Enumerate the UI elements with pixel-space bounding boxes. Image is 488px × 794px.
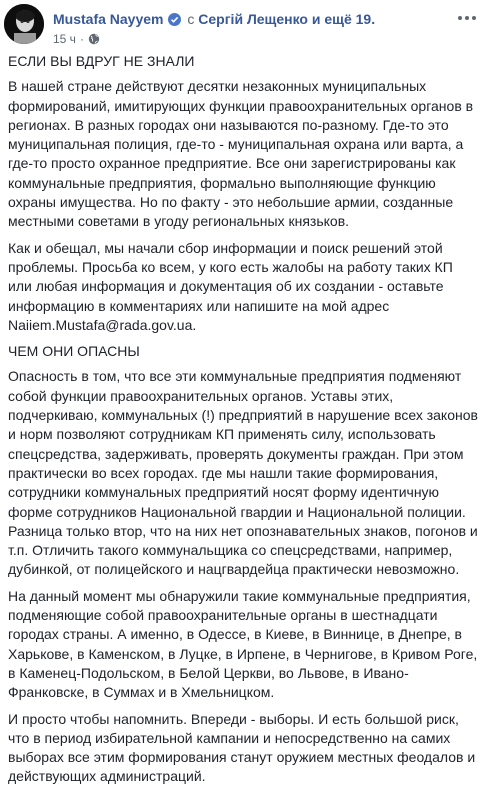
author-name[interactable]: Mustafa Nayyem	[53, 11, 164, 27]
section-heading: ЕСЛИ ВЫ ВДРУГ НЕ ЗНАЛИ	[8, 53, 195, 69]
ellipsis-dot	[472, 16, 476, 20]
section-heading: ЧЕМ ОНИ ОПАСНЫ	[8, 343, 140, 360]
post-content	[8, 52, 480, 794]
more-options-button[interactable]	[456, 10, 478, 26]
post-meta	[53, 32, 100, 48]
avatar[interactable]	[4, 4, 44, 44]
verified-badge-icon	[168, 13, 181, 26]
post-paragraph: Как и обещал, мы начали сбор информации и поиск решений этой проблемы. Просьба ко всем, у кого есть жалобы на работу таких КП или любая информация и документация об их создании - оставьте информацию в комментариях или напишите на мой адрес Naiiem.Mustafa@rada.gov.ua.	[8, 239, 453, 333]
ellipsis-icon	[458, 16, 462, 20]
globe-icon[interactable]	[88, 33, 100, 48]
ellipsis-dot	[465, 16, 469, 20]
post-timestamp[interactable]: 15 ч	[53, 32, 76, 46]
post-paragraph: В нашей стране действуют десятки незаконных муниципальных формирований, имитирующих функции правоохранительных органов в регионах. В разных городах они называются по-разному. Где-то это муниципальная полиция, где-то - муниципальная охрана или варта, а где-то просто охранное предприятие. Все они зарегистрированы как коммунальные предприятия, формально выполняющие функцию охраны имущества. Но по факту - это небольшие армии, созданные местными советами в угоду региональных князьков.	[8, 78, 474, 230]
avatar-portrait-icon	[4, 4, 44, 44]
post-paragraph: На данный момент мы обнаружили такие коммунальные предприятия, подменяющие собой правоохранительные органы в шестнадцати городах страны. А именно, в Одессе, в Киеве, в Виннице, в Днепре, в Харькове, в Каменском, в Луцке, в Ирпене, в Чернигове, в Кривом Роге, в Каменец-Подольском, в Белой Церкви, во Львове, в Ивано-Франковске, в Суммах и в Хмельницком.	[8, 587, 478, 701]
post-paragraph: Опасность в том, что все эти коммунальные предприятия подменяют собой функции правоохранительных органов. Уставы этих, подчеркиваю, коммунальных (!) предприятий в нарушение всех законов и норм позволяют сотрудникам КП применять силу, использовать спецсредства, задерживать, проверять документы граждан. При этом практически во всех городах. где мы нашли такие формирования, сотрудники коммунальных предприятий носят форму идентичную форме сотрудников Национальной гвардии и Национальной полиции. Разница только втор, что на них нет опознавательных знаков, погонов и т.п. Отличить такого коммунальщика со спецсредствами, например, дубинкой, от полицейского и нацгвардейца практически невозможно.	[8, 368, 478, 578]
post-author-line	[53, 11, 375, 27]
meta-separator: ·	[79, 32, 84, 46]
post-header	[0, 0, 488, 50]
post-paragraph: И просто чтобы напомнить. Впереди - выборы. И есть большой риск, что в период избирательной кампании и непосредственно на самих выборах все этим формирования станут оружием местных феодалов и действующих администраций.	[8, 710, 476, 785]
with-prefix: с	[187, 11, 195, 27]
tagged-others-link[interactable]: и ещё 19.	[311, 11, 376, 27]
tagged-person-link[interactable]: Сергій Лещенко	[198, 11, 308, 27]
